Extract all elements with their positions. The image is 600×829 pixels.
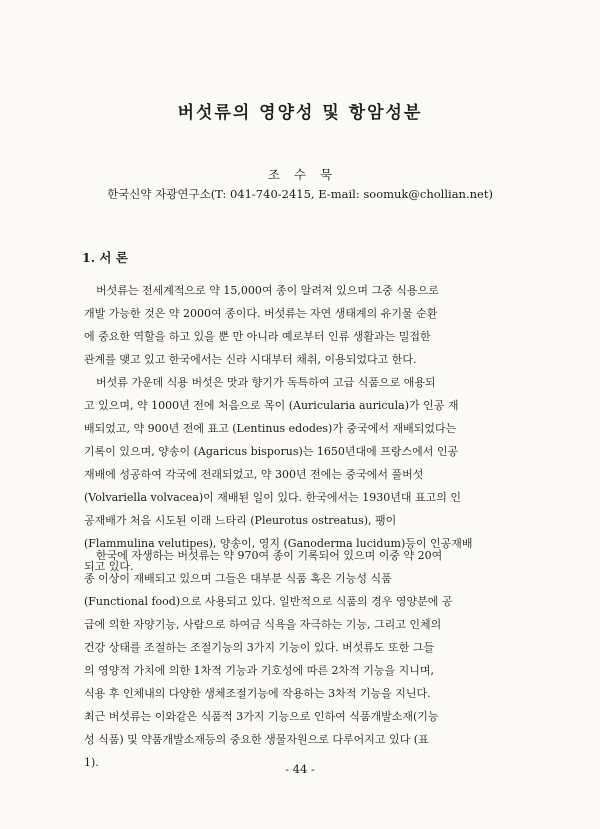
text-line: 되고 있다.: [84, 560, 134, 573]
text-line: (Volvariella volvacea)이 재배된 일이 있다. 한국에서는 1930년대 표고의 인: [84, 491, 462, 504]
text-line: 최근 버섯류는 이와같은 식품적 3가지 기능으로 인하여 식품개발소재(기능: [84, 710, 439, 723]
text-line: 관계를 맺고 있고 한국에서는 신라 시대부터 채취, 이용되었다고 한다.: [84, 353, 417, 366]
text-line: 고 있으며, 약 1000년 전에 처음으로 목이 (Auricularia auricula)가 인공 재: [84, 399, 459, 412]
text-line: 건강 상태를 조절하는 조절기능의 3가지 기능이 있다. 버섯류도 또한 그들: [84, 641, 435, 654]
paragraph-3: [84, 544, 530, 774]
text-line: 에 중요한 역할을 하고 있을 뿐 만 아니라 예로부터 인류 생활과는 밀접한: [84, 330, 431, 343]
page-number: - 44 -: [285, 762, 315, 776]
author-name: 조 수 묵: [267, 167, 333, 182]
text-line: 한국에 자생하는 버섯류는 약 970여 종이 기록되어 있으며 이중 약 20여: [96, 549, 443, 562]
text-line: 식용 후 인체내의 다양한 생체조절기능에 작용하는 3차적 기능을 지닌다.: [84, 687, 431, 700]
text-line: 버섯류는 전세계적으로 약 15,000여 종이 알려져 있으며 그중 식용으로: [96, 284, 439, 297]
text-line: 배되었고, 약 900년 전에 표고 (Lentinus edodes)가 중국에서 재배되었다는: [84, 422, 457, 435]
text-line: (Flammulina velutipes), 양송이, 영지 (Ganoderma lucidum)등이 인공재배: [84, 537, 473, 550]
text-line: 1).: [84, 756, 99, 769]
paper-title: 버섯류의 영양성 및 항암성분: [177, 103, 423, 123]
author-affiliation: 한국신약 자광연구소(T: 041-740-2415, E-mail: soomuk@chollian.net): [107, 187, 493, 201]
text-line: 종 이상이 재배되고 있으며 그들은 대부분 식품 혹은 기능성 식품: [84, 572, 392, 585]
paragraph-1: [84, 279, 530, 371]
text-line: (Functional food)으로 사용되고 있다. 일반적으로 식품의 경우 영양분에 공: [84, 595, 453, 608]
text-line: 버섯류 가운데 식용 버섯은 맛과 향기가 독특하여 고급 식품으로 애용되: [96, 376, 436, 389]
text-line: 기록이 있으며, 양송이 (Agaricus bisporus)는 1650년대에 프랑스에서 인공: [84, 445, 459, 458]
text-line: 급에 의한 자양기능, 사람으로 하여금 식욕을 자극하는 기능, 그리고 인체의: [84, 618, 442, 631]
text-line: 성 식품) 및 약품개발소재등의 중요한 생물자원으로 다루어지고 있다 (표: [84, 733, 429, 746]
text-line: 의 영양적 가치에 의한 1차적 기능과 기호성에 따른 2차적 기능을 지니며,: [84, 664, 434, 677]
text-line: 공재배가 처음 시도된 이래 느타리 (Pleurotus ostreatus), 팽이: [84, 514, 397, 527]
text-line: 재배에 성공하여 각국에 전래되었고, 약 300년 전에는 중국에서 풀버섯: [84, 468, 424, 481]
text-line: 개발 가능한 것은 약 2000여 종이다. 버섯류는 자연 생태계의 유기물 순환: [84, 307, 438, 320]
section-heading: 1. 서 론: [82, 250, 128, 265]
